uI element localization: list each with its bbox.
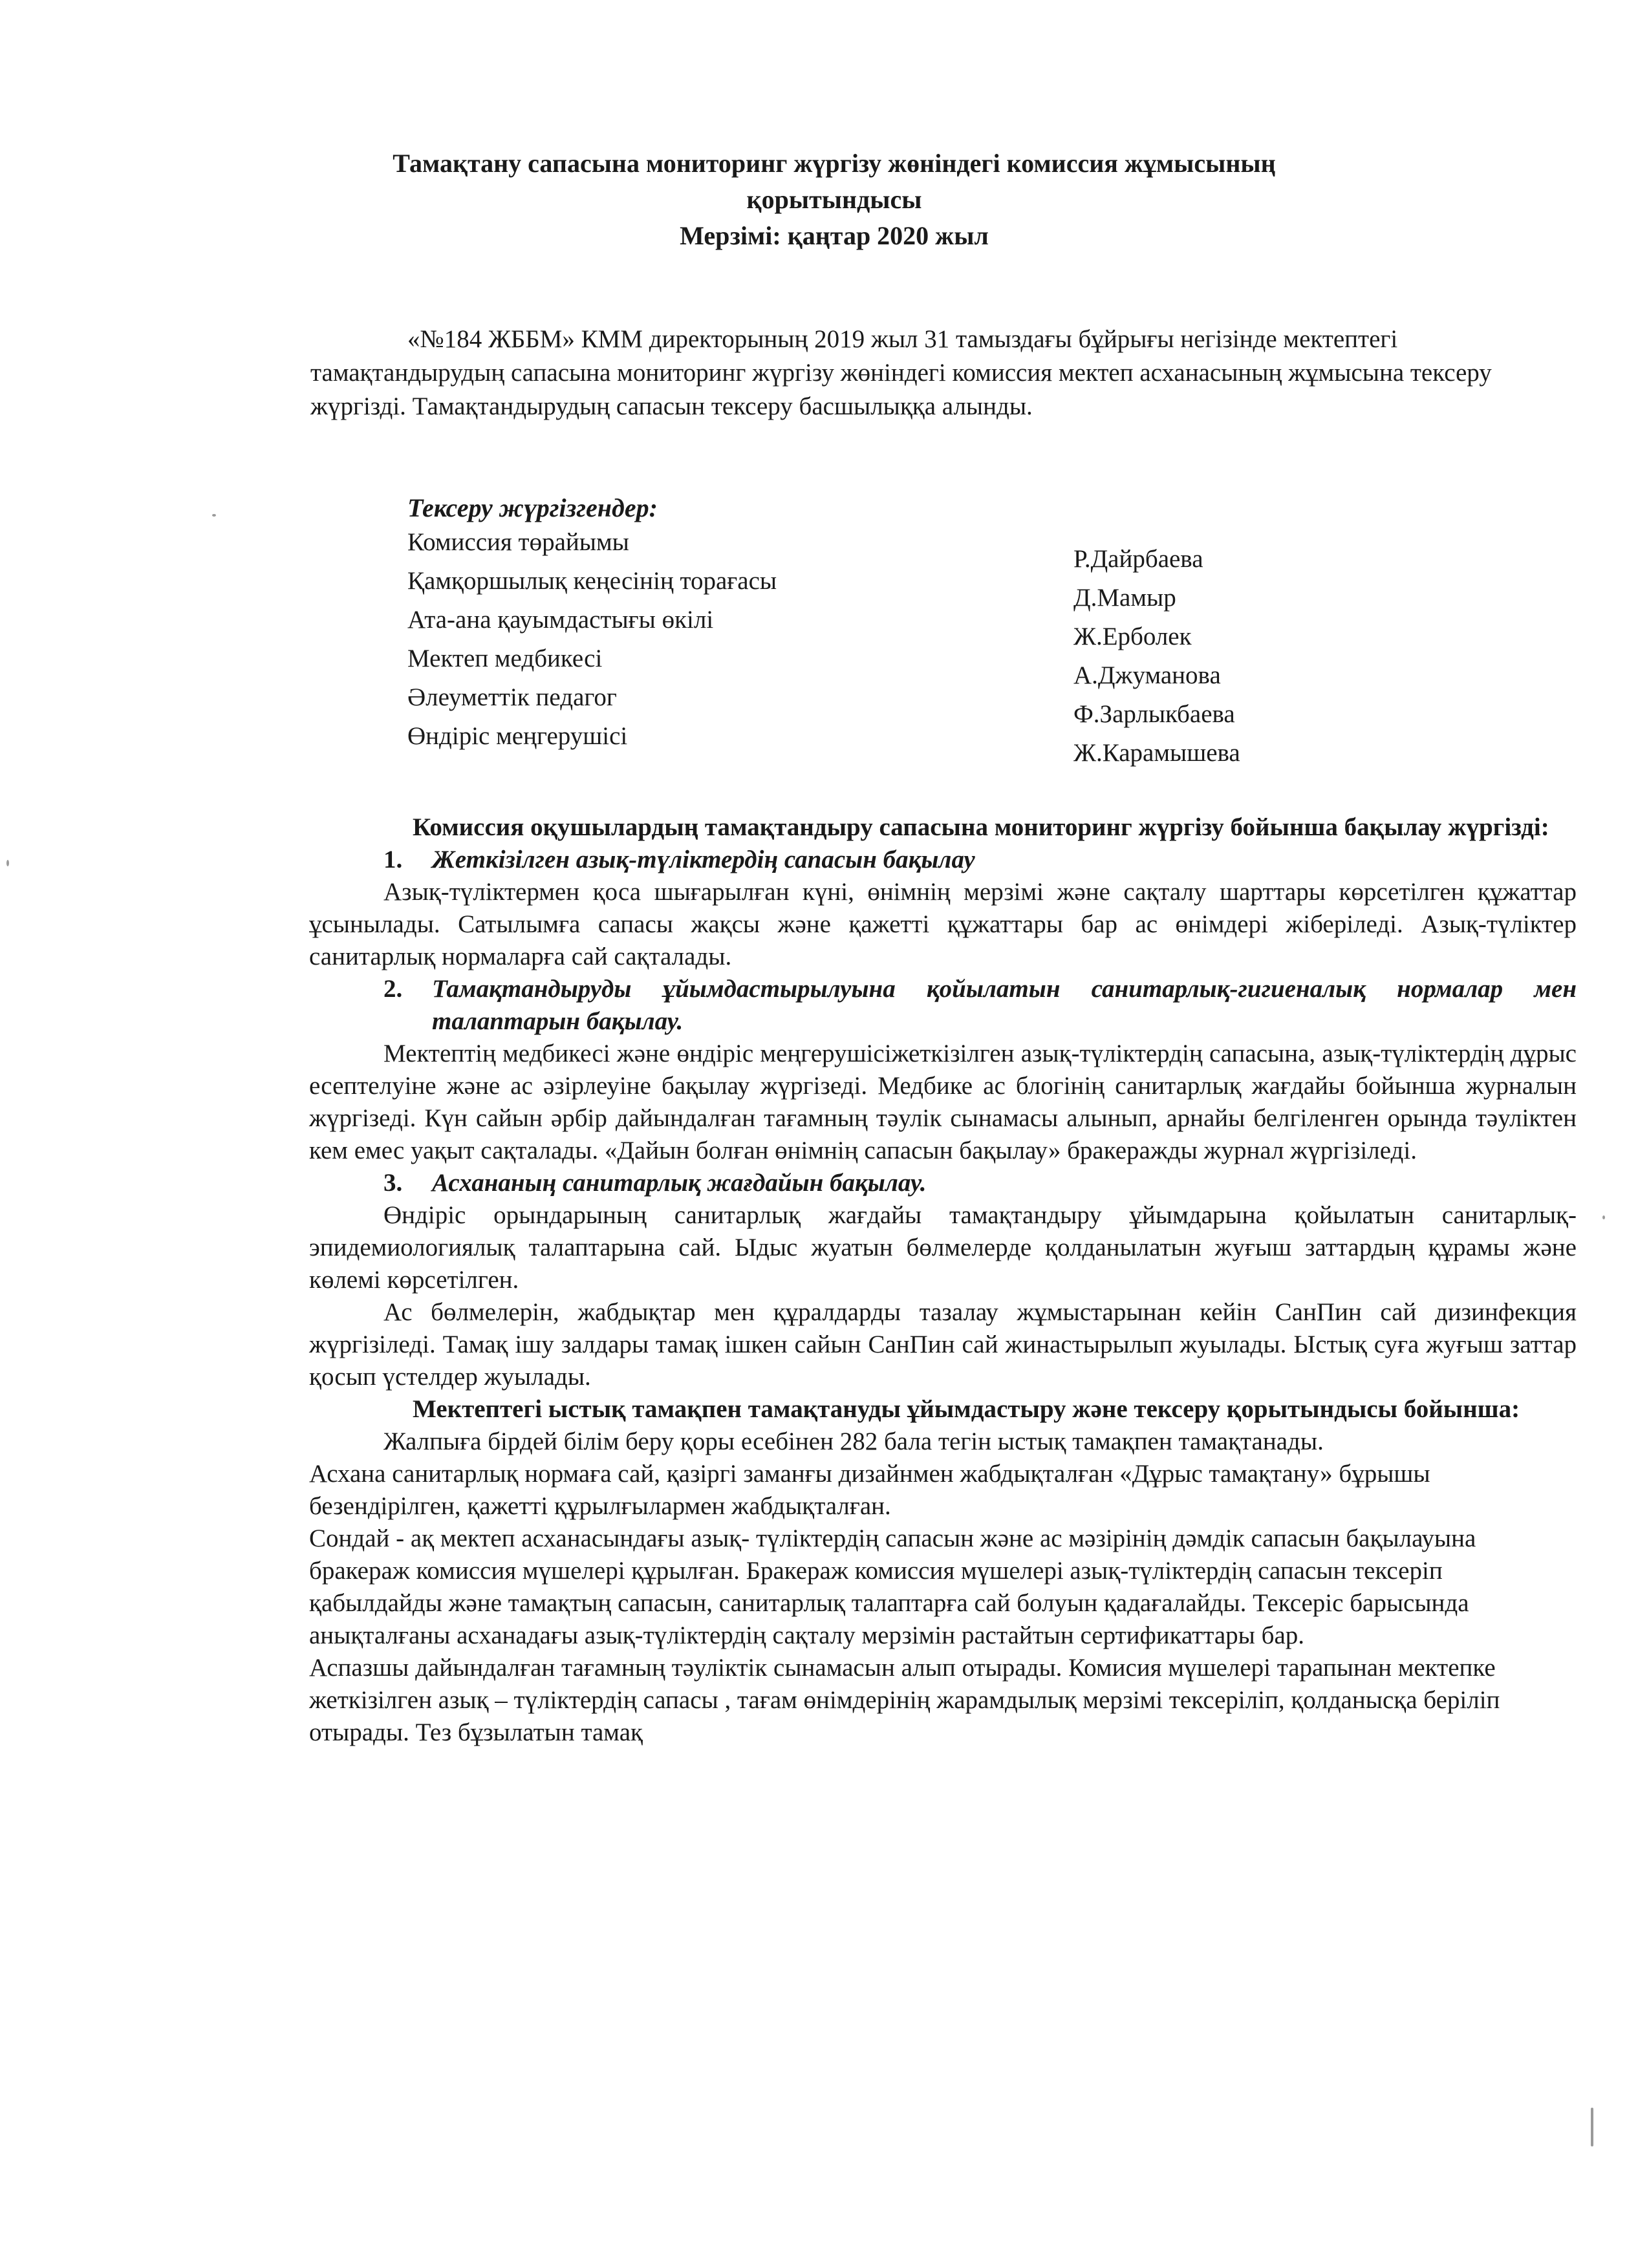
scan-speck — [1591, 2108, 1593, 2146]
document-body — [309, 811, 1577, 1749]
inspectors-heading: Тексеру жүргізгендер: — [407, 493, 658, 522]
title-line-1: Тамақтану сапасына мониторинг жүргізу жөніндегі комиссия жұмысының — [393, 149, 1276, 178]
final-paragraph: Асхана санитарлық нормаға сай, қазіргі заманғы дизайнмен жабдықталған «Дұрыс тамақтану» бұрышы безендірілген, қажетті құрылғылармен жабдықталған. — [309, 1460, 1430, 1520]
inspector-name: Ж.Карамышева — [1073, 739, 1240, 767]
section-paragraph: Азық-түліктермен қоса шығарылған күні, өнімнің мерзімі және сақталу шарттары көрсетілген құжаттар ұсынылады. Сатылымға сапасы жақсы және қажетті құжаттары бар ас өнімдері жіберіледі. Азық-түліктер санитарлық нормаларға сай сақталады. — [309, 878, 1577, 970]
inspector-role: Әлеуметтік педагог — [407, 683, 617, 711]
inspector-role: Ата-ана қауымдастығы өкілі — [407, 606, 714, 634]
title-line-3: Мерзімі: қаңтар 2020 жыл — [680, 221, 989, 250]
section-title: Асхананың санитарлық жағдайын бақылау. — [432, 1169, 927, 1197]
section-title: Тамақтандыруды ұйымдастырылуына қойылатын санитарлық-гигиеналық нормалар мен талаптарын бақылау. — [432, 975, 1577, 1035]
inspector-name: Д.Мамыр — [1073, 584, 1176, 612]
section-number: 2. — [383, 975, 403, 1003]
final-section — [309, 1426, 1577, 1749]
final-paragraph: Аспазшы дайындалған тағамның тәуліктік сынамасын алып отырады. Комисия мүшелері тарапынан мектепке жеткізілген азық – түліктердің сапасы , тағам өнімдерінің жарамдылық мерзімі тексеріліп, қолданысқа беріліп отырады. Тез бұзылатын тамақ — [309, 1654, 1500, 1746]
section-paragraph: Өндіріс орындарының санитарлық жағдайы тамақтандыру ұйымдарына қойылатын санитарлық-эпидемиологиялық талаптарына сай. Ыдыс жуатын бөлмелерде қолданылатын жуғыш заттардың құрамы және көлемі көрсетілген. — [309, 1201, 1577, 1294]
section-paragraph: Ас бөлмелерін, жабдықтар мен құралдарды тазалау жұмыстарынан кейін СанПин сай дизинфекция жүргізіледі. Тамақ ішу залдары тамақ ішкен сайын СанПин сай жинастырылып жуылады. Ыстық суға жуғыш заттар қосып үстелдер жуылады. — [309, 1298, 1577, 1391]
section-paragraph: Мектептің медбикесі және өндіріс меңгерушісіжеткізілген азық-түліктердің сапасына, азық-түліктердің дұрыс есептелуіне және ас әзірлеуіне бақылау жүргізеді. Медбике ас блогінің санитарлық жағдайы бойынша журналын жүргізеді. Күн сайын әрбір дайындалған тағамның тәулік сынамасы алынып, арнайы белгіленген орында тәуліктен кем емес уақыт сақталады. «Дайын болған өнімнің сапасын бақылау» бракеражды журнал жүргізіледі. — [309, 1040, 1577, 1164]
section-heading-2 — [309, 973, 1577, 1038]
final-paragraph: Жалпыға бірдей білім беру қоры есебінен 282 бала тегін ыстық тамақпен тамақтанады. — [383, 1428, 1324, 1455]
section-number: 3. — [383, 1169, 403, 1197]
inspector-row — [407, 644, 1313, 689]
scan-speck — [1602, 1215, 1605, 1219]
inspector-row — [407, 683, 1313, 728]
inspector-row — [407, 605, 1313, 650]
document-title — [304, 145, 1364, 254]
inspector-row — [407, 566, 1313, 612]
inspector-name: Р.Дайрбаева — [1073, 545, 1203, 573]
inspectors-list — [407, 528, 1313, 767]
inspector-row — [407, 722, 1313, 767]
scan-speck — [6, 860, 9, 866]
final-heading: Мектептегі ыстық тамақпен тамақтануды ұйымдастыру және тексеру қорытындысы бойынша: — [413, 1395, 1520, 1423]
inspector-role: Комиссия төрайымы — [407, 528, 629, 556]
intro-paragraph: «№184 ЖББМ» КММ директорының 2019 жыл 31 тамыздағы бұйрығы негізінде мектептегі тамақтандырудың сапасына мониторинг жүргізу жөніндегі комиссия мектеп асханасының жұмысына тексеру жүргізді. Тамақтандырудың сапасын тексеру басшылыққа алынды. — [310, 325, 1492, 420]
commission-heading: Комиссия оқушылардың тамақтандыру сапасына мониторинг жүргізу бойынша бақылау жүргізді: — [413, 813, 1549, 841]
inspector-name: Ж.Ерболек — [1073, 623, 1192, 650]
inspector-role: Қамқоршылық кеңесінің торағасы — [407, 567, 777, 595]
inspector-name: Ф.Зарлыкбаева — [1073, 700, 1235, 728]
title-line-2: қорытындысы — [746, 185, 922, 214]
inspector-row — [407, 528, 1313, 573]
section-title: Жеткізілген азық-түліктердің сапасын бақылау — [432, 846, 975, 873]
section-heading-1 — [309, 844, 1577, 876]
inspector-name: А.Джуманова — [1073, 661, 1221, 689]
section-number: 1. — [383, 846, 403, 873]
final-paragraph: Сондай - ақ мектеп асханасындағы азық- түліктердің сапасын және ас мәзірінің дәмдік сапасын бақылауына бракераж комиссия мүшелері құрылған. Бракераж комиссия мүшелері азық-түліктердің сапасын тексеріп қабылдайды және тамақтың сапасын, санитарлық талаптарға сай болуын қадағалайды. Тексеріс барысында анықталғаны асханадағы азық-түліктердің сақталу мерзімін растайтын сертификаттары бар. — [309, 1524, 1476, 1649]
inspectors-block — [407, 491, 1313, 767]
section-heading-3 — [309, 1167, 1577, 1199]
scan-speck — [212, 514, 216, 517]
inspector-role: Мектеп медбикесі — [407, 645, 603, 672]
inspector-role: Өндіріс меңгерушісі — [407, 722, 628, 750]
